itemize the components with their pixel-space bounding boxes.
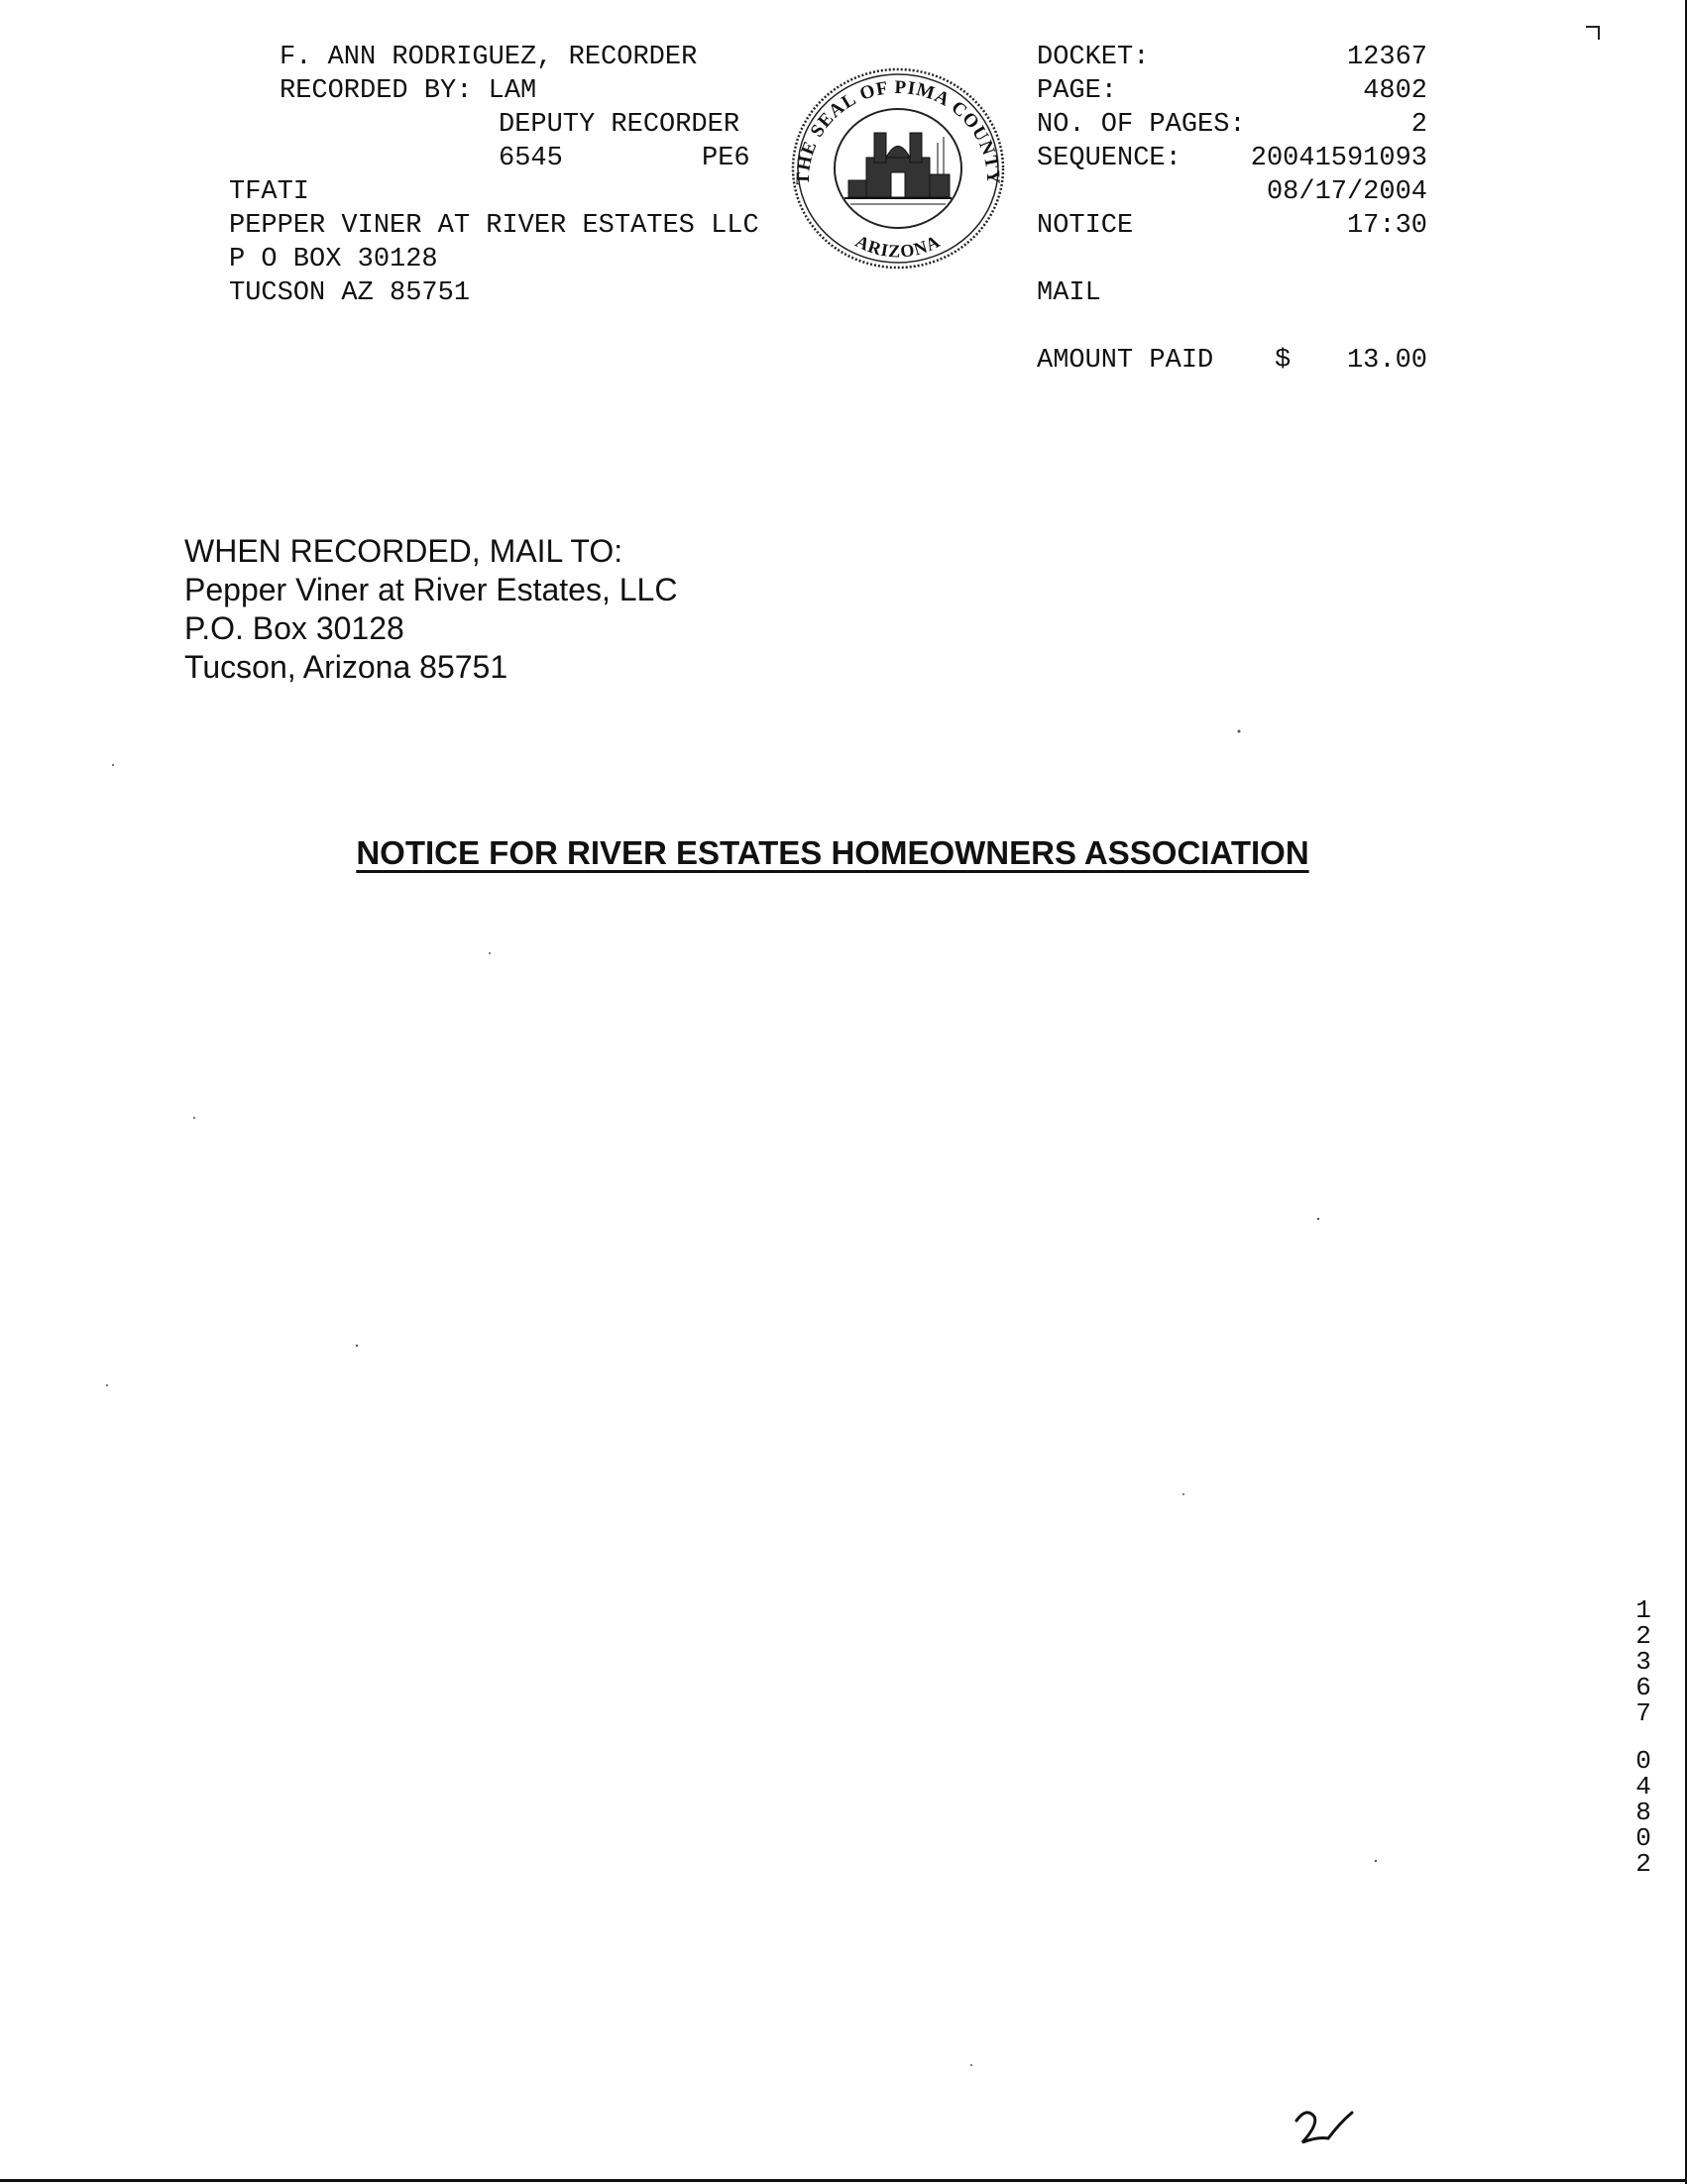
side-code-digit: 4	[1635, 1772, 1651, 1802]
side-code-digit: 6	[1635, 1673, 1651, 1702]
deputy-recorder: DEPUTY RECORDER	[499, 110, 740, 140]
side-code-digit: 0	[1635, 1746, 1651, 1776]
recorded-by: RECORDED BY: LAM	[280, 76, 537, 106]
docket-label: DOCKET:	[1037, 43, 1150, 72]
side-code-digit: 8	[1635, 1798, 1651, 1827]
amount-paid-value: 13.00	[1346, 346, 1427, 376]
side-code-digit: 7	[1635, 1698, 1651, 1728]
currency-symbol: $	[1275, 346, 1292, 376]
side-code-digit: 3	[1635, 1647, 1651, 1677]
mail-to-line-1: Pepper Viner at River Estates, LLC	[184, 572, 678, 607]
mail-to-line-3: Tucson, Arizona 85751	[184, 649, 508, 685]
side-code-digit: 0	[1635, 1823, 1651, 1853]
side-code-digit: 2	[1635, 1849, 1651, 1879]
filer-line-2: PEPPER VINER AT RIVER ESTATES LLC	[229, 211, 759, 241]
pages-value: 2	[1410, 110, 1427, 140]
pima-county-seal-icon	[779, 63, 1017, 273]
record-type: NOTICE	[1037, 211, 1134, 241]
record-date: 08/17/2004	[1266, 177, 1427, 207]
side-code-digit: 2	[1635, 1621, 1651, 1651]
pages-label: NO. OF PAGES:	[1037, 110, 1246, 140]
delivery-method: MAIL	[1037, 278, 1101, 308]
side-docket-code	[1614, 1595, 1673, 1879]
scan-edge-bottom	[0, 2179, 1687, 2182]
side-code-digit: 1	[1635, 1595, 1651, 1625]
sequence-label: SEQUENCE:	[1037, 144, 1181, 173]
amount-paid-label: AMOUNT PAID	[1037, 346, 1214, 376]
filer-line-1: TFATI	[229, 177, 310, 207]
handwritten-page-mark	[1289, 2101, 1358, 2150]
page-value: 4802	[1363, 76, 1427, 106]
mail-to-line-2: P.O. Box 30128	[184, 610, 404, 646]
sequence-value: 20041591093	[1250, 144, 1427, 173]
seal-bottom-text: ARIZONA	[852, 231, 944, 262]
recorder-code-1: 6545	[499, 144, 563, 173]
page-label: PAGE:	[1037, 76, 1118, 106]
mail-to-heading: WHEN RECORDED, MAIL TO:	[184, 533, 623, 569]
filer-line-3: P O BOX 30128	[229, 245, 438, 274]
corner-mark	[1586, 26, 1600, 40]
recorder-name: F. ANN RODRIGUEZ, RECORDER	[280, 43, 698, 72]
seal-top-text: THE SEAL OF PIMA COUNTY	[792, 76, 1004, 185]
recorder-code-2: PE6	[702, 144, 750, 173]
record-time: 17:30	[1346, 211, 1427, 241]
document-title: NOTICE FOR RIVER ESTATES HOMEOWNERS ASSOCIATION	[356, 834, 1309, 871]
docket-value: 12367	[1346, 43, 1427, 72]
filer-line-4: TUCSON AZ 85751	[229, 278, 471, 308]
